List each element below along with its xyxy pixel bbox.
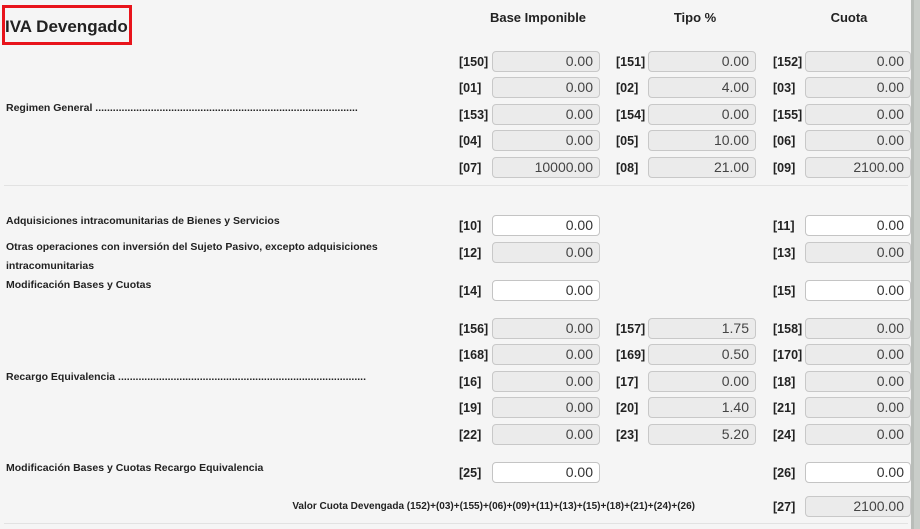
box-input-151[interactable]: 0.00: [648, 51, 756, 72]
box-input-08[interactable]: 21.00: [648, 157, 756, 178]
box-input-01[interactable]: 0.00: [492, 77, 600, 98]
box-code-26: [26]: [773, 466, 796, 480]
label-modificacion-recargo: Modificación Bases y Cuotas Recargo Equivalencia: [6, 462, 264, 474]
box-code-154: [154]: [616, 108, 646, 122]
box-code-20: [20]: [616, 401, 639, 415]
box-code-152: [152]: [773, 55, 803, 69]
box-code-22: [22]: [459, 428, 482, 442]
box-input-26[interactable]: 0.00: [805, 462, 911, 483]
column-header-tipo: Tipo %: [673, 10, 717, 25]
box-input-25[interactable]: 0.00: [492, 462, 600, 483]
label-recargo-equivalencia: Recargo Equivalencia .....................................................................................: [6, 371, 367, 383]
box-input-09[interactable]: 2100.00: [805, 157, 911, 178]
label-modificacion-bases-cuotas: Modificación Bases y Cuotas: [6, 279, 152, 291]
box-input-155[interactable]: 0.00: [805, 104, 911, 125]
column-header-cuota: Cuota: [830, 10, 868, 25]
box-input-12[interactable]: 0.00: [492, 242, 600, 263]
box-input-19[interactable]: 0.00: [492, 397, 600, 418]
box-input-15[interactable]: 0.00: [805, 280, 911, 301]
column-header-base-imponible: Base Imponible: [489, 10, 587, 25]
box-code-19: [19]: [459, 401, 482, 415]
bottom-divider: [4, 523, 908, 524]
box-input-06[interactable]: 0.00: [805, 130, 911, 151]
box-input-157[interactable]: 1.75: [648, 318, 756, 339]
box-input-158[interactable]: 0.00: [805, 318, 911, 339]
box-input-24[interactable]: 0.00: [805, 424, 911, 445]
box-code-17: [17]: [616, 375, 639, 389]
box-code-15: [15]: [773, 284, 796, 298]
box-input-168[interactable]: 0.00: [492, 344, 600, 365]
box-input-23[interactable]: 5.20: [648, 424, 756, 445]
section-title: IVA Devengado: [5, 17, 128, 36]
box-input-11[interactable]: 0.00: [805, 215, 911, 236]
label-otras-operaciones: Otras operaciones con inversión del Sujeto Pasivo, excepto adquisiciones intracomunitarias: [6, 241, 378, 272]
box-code-151: [151]: [616, 55, 646, 69]
box-input-20[interactable]: 1.40: [648, 397, 756, 418]
section-divider: [4, 185, 908, 186]
box-input-154[interactable]: 0.00: [648, 104, 756, 125]
box-input-02[interactable]: 4.00: [648, 77, 756, 98]
box-code-170: [170]: [773, 348, 803, 362]
label-total-formula: Valor Cuota Devengada (152)+(03)+(155)+(06)+(09)+(11)+(13)+(15)+(18)+(21)+(24)+(26): [292, 501, 695, 512]
box-code-24: [24]: [773, 428, 796, 442]
box-input-17[interactable]: 0.00: [648, 371, 756, 392]
box-input-13[interactable]: 0.00: [805, 242, 911, 263]
box-code-13: [13]: [773, 246, 796, 260]
box-input-05[interactable]: 10.00: [648, 130, 756, 151]
scrollbar[interactable]: [911, 0, 920, 529]
box-code-01: [01]: [459, 81, 482, 95]
box-code-157: [157]: [616, 322, 646, 336]
box-input-16[interactable]: 0.00: [492, 371, 600, 392]
box-input-03[interactable]: 0.00: [805, 77, 911, 98]
box-code-11: [11]: [773, 219, 795, 233]
box-code-16: [16]: [459, 375, 482, 389]
box-input-150[interactable]: 0.00: [492, 51, 600, 72]
box-code-04: [04]: [459, 134, 482, 148]
box-code-23: [23]: [616, 428, 639, 442]
box-code-07: [07]: [459, 161, 482, 175]
box-code-05: [05]: [616, 134, 639, 148]
box-code-08: [08]: [616, 161, 639, 175]
box-code-02: [02]: [616, 81, 639, 95]
box-code-150: [150]: [459, 55, 489, 69]
box-input-170[interactable]: 0.00: [805, 344, 911, 365]
box-code-158: [158]: [773, 322, 803, 336]
box-code-155: [155]: [773, 108, 803, 122]
box-input-07[interactable]: 10000.00: [492, 157, 600, 178]
box-code-153: [153]: [459, 108, 489, 122]
box-input-18[interactable]: 0.00: [805, 371, 911, 392]
label-adquisiciones: Adquisiciones intracomunitarias de Bienes y Servicios: [6, 215, 280, 227]
scrollbar-thumb[interactable]: [914, 0, 920, 529]
box-input-04[interactable]: 0.00: [492, 130, 600, 151]
box-code-09: [09]: [773, 161, 796, 175]
box-input-14[interactable]: 0.00: [492, 280, 600, 301]
box-code-21: [21]: [773, 401, 796, 415]
box-input-152[interactable]: 0.00: [805, 51, 911, 72]
box-code-14: [14]: [459, 284, 482, 298]
box-input-169[interactable]: 0.50: [648, 344, 756, 365]
box-code-25: [25]: [459, 466, 482, 480]
box-code-156: [156]: [459, 322, 489, 336]
box-code-12: [12]: [459, 246, 482, 260]
label-regimen-general: Regimen General ..........................................................................................: [6, 102, 358, 114]
box-code-03: [03]: [773, 81, 796, 95]
box-code-06: [06]: [773, 134, 796, 148]
box-input-22[interactable]: 0.00: [492, 424, 600, 445]
box-code-169: [169]: [616, 348, 646, 362]
box-input-156[interactable]: 0.00: [492, 318, 600, 339]
box-code-27: [27]: [773, 500, 796, 514]
box-code-10: [10]: [459, 219, 482, 233]
box-input-27[interactable]: 2100.00: [805, 496, 911, 517]
box-code-168: [168]: [459, 348, 489, 362]
box-input-153[interactable]: 0.00: [492, 104, 600, 125]
box-input-10[interactable]: 0.00: [492, 215, 600, 236]
box-code-18: [18]: [773, 375, 796, 389]
box-input-21[interactable]: 0.00: [805, 397, 911, 418]
